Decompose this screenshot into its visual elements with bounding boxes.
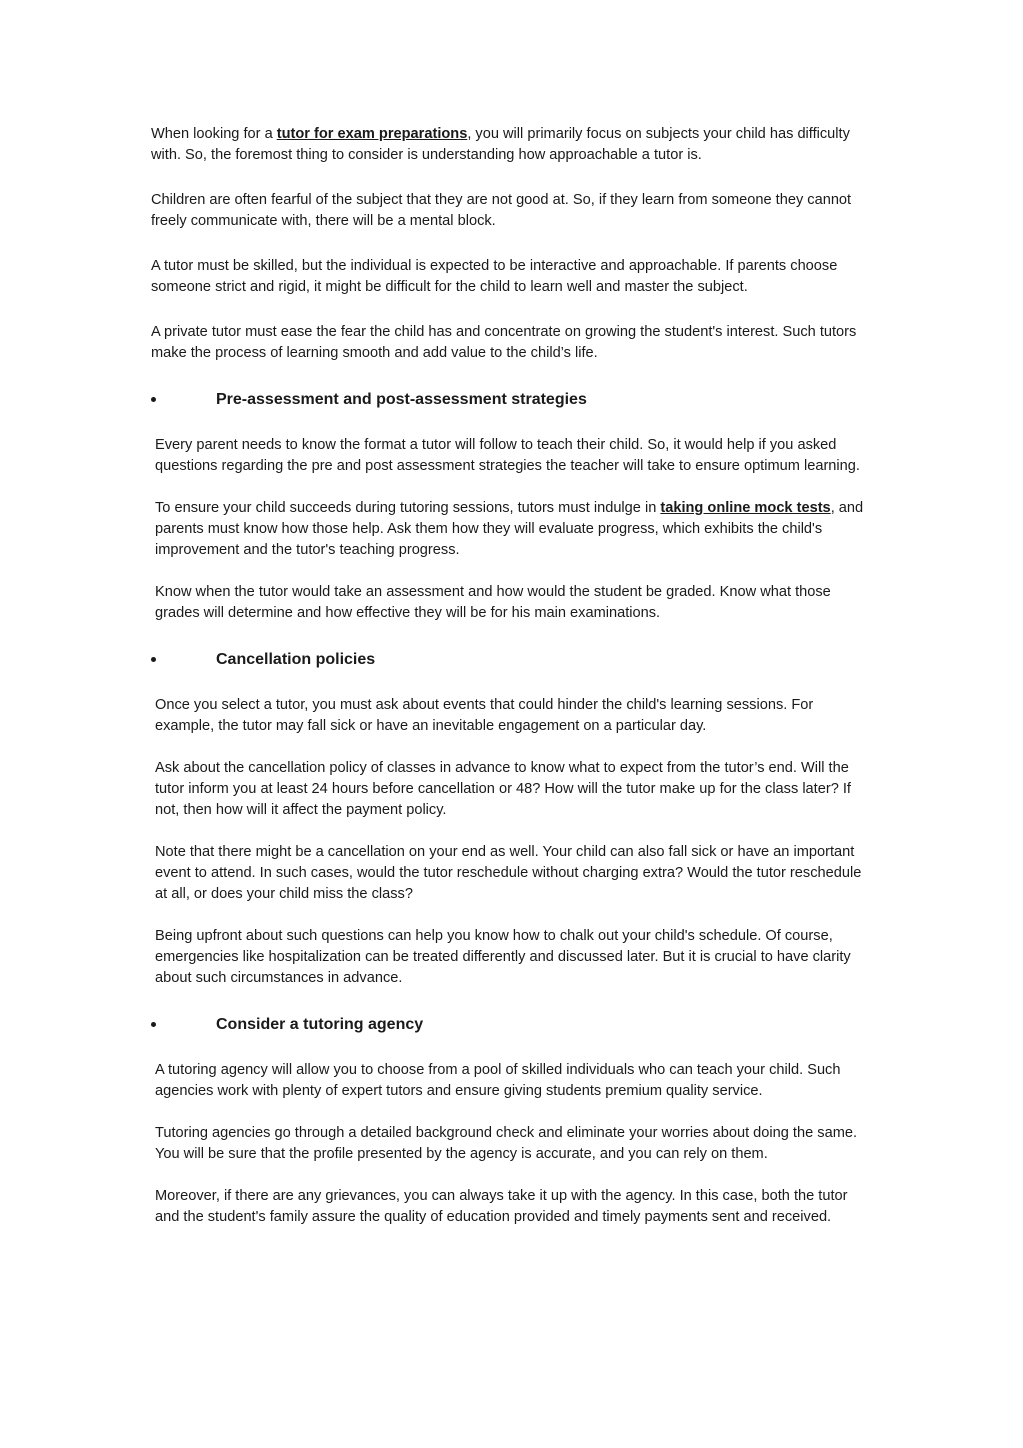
section-paragraph: Once you select a tutor, you must ask about events that could hinder the child's learning sessions. For example, the tutor may fall sick or have an inevitable engagement on a particular day. <box>155 697 814 734</box>
document-page <box>151 124 871 1228</box>
section-text: To ensure your child succeeds during tutoring sessions, tutors must indulge in <box>155 500 661 516</box>
section-body <box>151 1060 871 1228</box>
section-paragraph: Being upfront about such questions can help you know how to chalk out your child's schedule. Of course, emergencies like hospitalization can be treated differently and discussed later. But it is crucial to have clarity about such circumstances in advance. <box>155 928 851 986</box>
section-heading <box>151 389 871 413</box>
intro-section <box>151 124 871 364</box>
intro-paragraph <box>151 124 871 166</box>
intro-paragraph: A tutor must be skilled, but the individual is expected to be interactive and approachable. If parents choose someone strict and rigid, it might be difficult for the child to learn well and master the subject. <box>151 258 838 295</box>
section-heading <box>151 1014 871 1038</box>
tutor-for-exam-preparations-link[interactable]: tutor for exam preparations <box>276 126 468 142</box>
intro-paragraph: Children are often fearful of the subject that they are not good at. So, if they learn from someone they cannot freely communicate with, there will be a mental block. <box>151 192 852 229</box>
taking-online-mock-tests-link[interactable]: taking online mock tests <box>660 500 831 516</box>
section-paragraph: Know when the tutor would take an assessment and how would the student be graded. Know what those grades will determine and how effective they will be for his main examinations. <box>155 584 831 621</box>
section-paragraph: Every parent needs to know the format a tutor will follow to teach their child. So, it would help if you asked questions regarding the pre and post assessment strategies the teacher will take to ensure optimum learning. <box>155 437 860 474</box>
bullet-icon <box>151 1022 156 1027</box>
section-paragraph: Moreover, if there are any grievances, you can always take it up with the agency. In this case, both the tutor and the student's family assure the quality of education provided and timely payments sent and received. <box>155 1188 848 1225</box>
section-title: Pre-assessment and post-assessment strategies <box>216 391 587 408</box>
section-text: , and parents must know how those help. Ask them how they will evaluate progress, which exhibits the child's improvement and the tutor's teaching progress. <box>155 500 864 558</box>
section-paragraph <box>155 498 871 561</box>
section-paragraph: Note that there might be a cancellation on your end as well. Your child can also fall sick or have an important event to attend. In such cases, would the tutor reschedule without charging extra? Would the tutor reschedule at all, or does your child miss the class? <box>155 844 862 902</box>
intro-text: , you will primarily focus on subjects your child has difficulty with. So, the foremost thing to consider is understanding how approachable a tutor is. <box>151 126 850 163</box>
intro-paragraph: A private tutor must ease the fear the child has and concentrate on growing the student's interest. Such tutors make the process of learning smooth and add value to the child’s life. <box>151 324 857 361</box>
section-body <box>151 695 871 989</box>
section-paragraph: Ask about the cancellation policy of classes in advance to know what to expect from the tutor’s end. Will the tutor inform you at least 24 hours before cancellation or 48? How will the tutor make up for the class later? If not, then how will it affect the payment policy. <box>155 760 851 818</box>
section-title: Cancellation policies <box>216 651 376 668</box>
section-paragraph: A tutoring agency will allow you to choose from a pool of skilled individuals who can teach your child. Such agencies work with plenty of expert tutors and ensure giving students premium quality service. <box>155 1062 841 1099</box>
section-title: Consider a tutoring agency <box>216 1016 424 1033</box>
intro-text: When looking for a <box>151 126 277 142</box>
bullet-icon <box>151 657 156 662</box>
section-paragraph: Tutoring agencies go through a detailed background check and eliminate your worries about doing the same. You will be sure that the profile presented by the agency is accurate, and you can rely on them. <box>155 1125 858 1162</box>
section-body <box>151 435 871 624</box>
bullet-icon <box>151 397 156 402</box>
section-heading <box>151 649 871 673</box>
